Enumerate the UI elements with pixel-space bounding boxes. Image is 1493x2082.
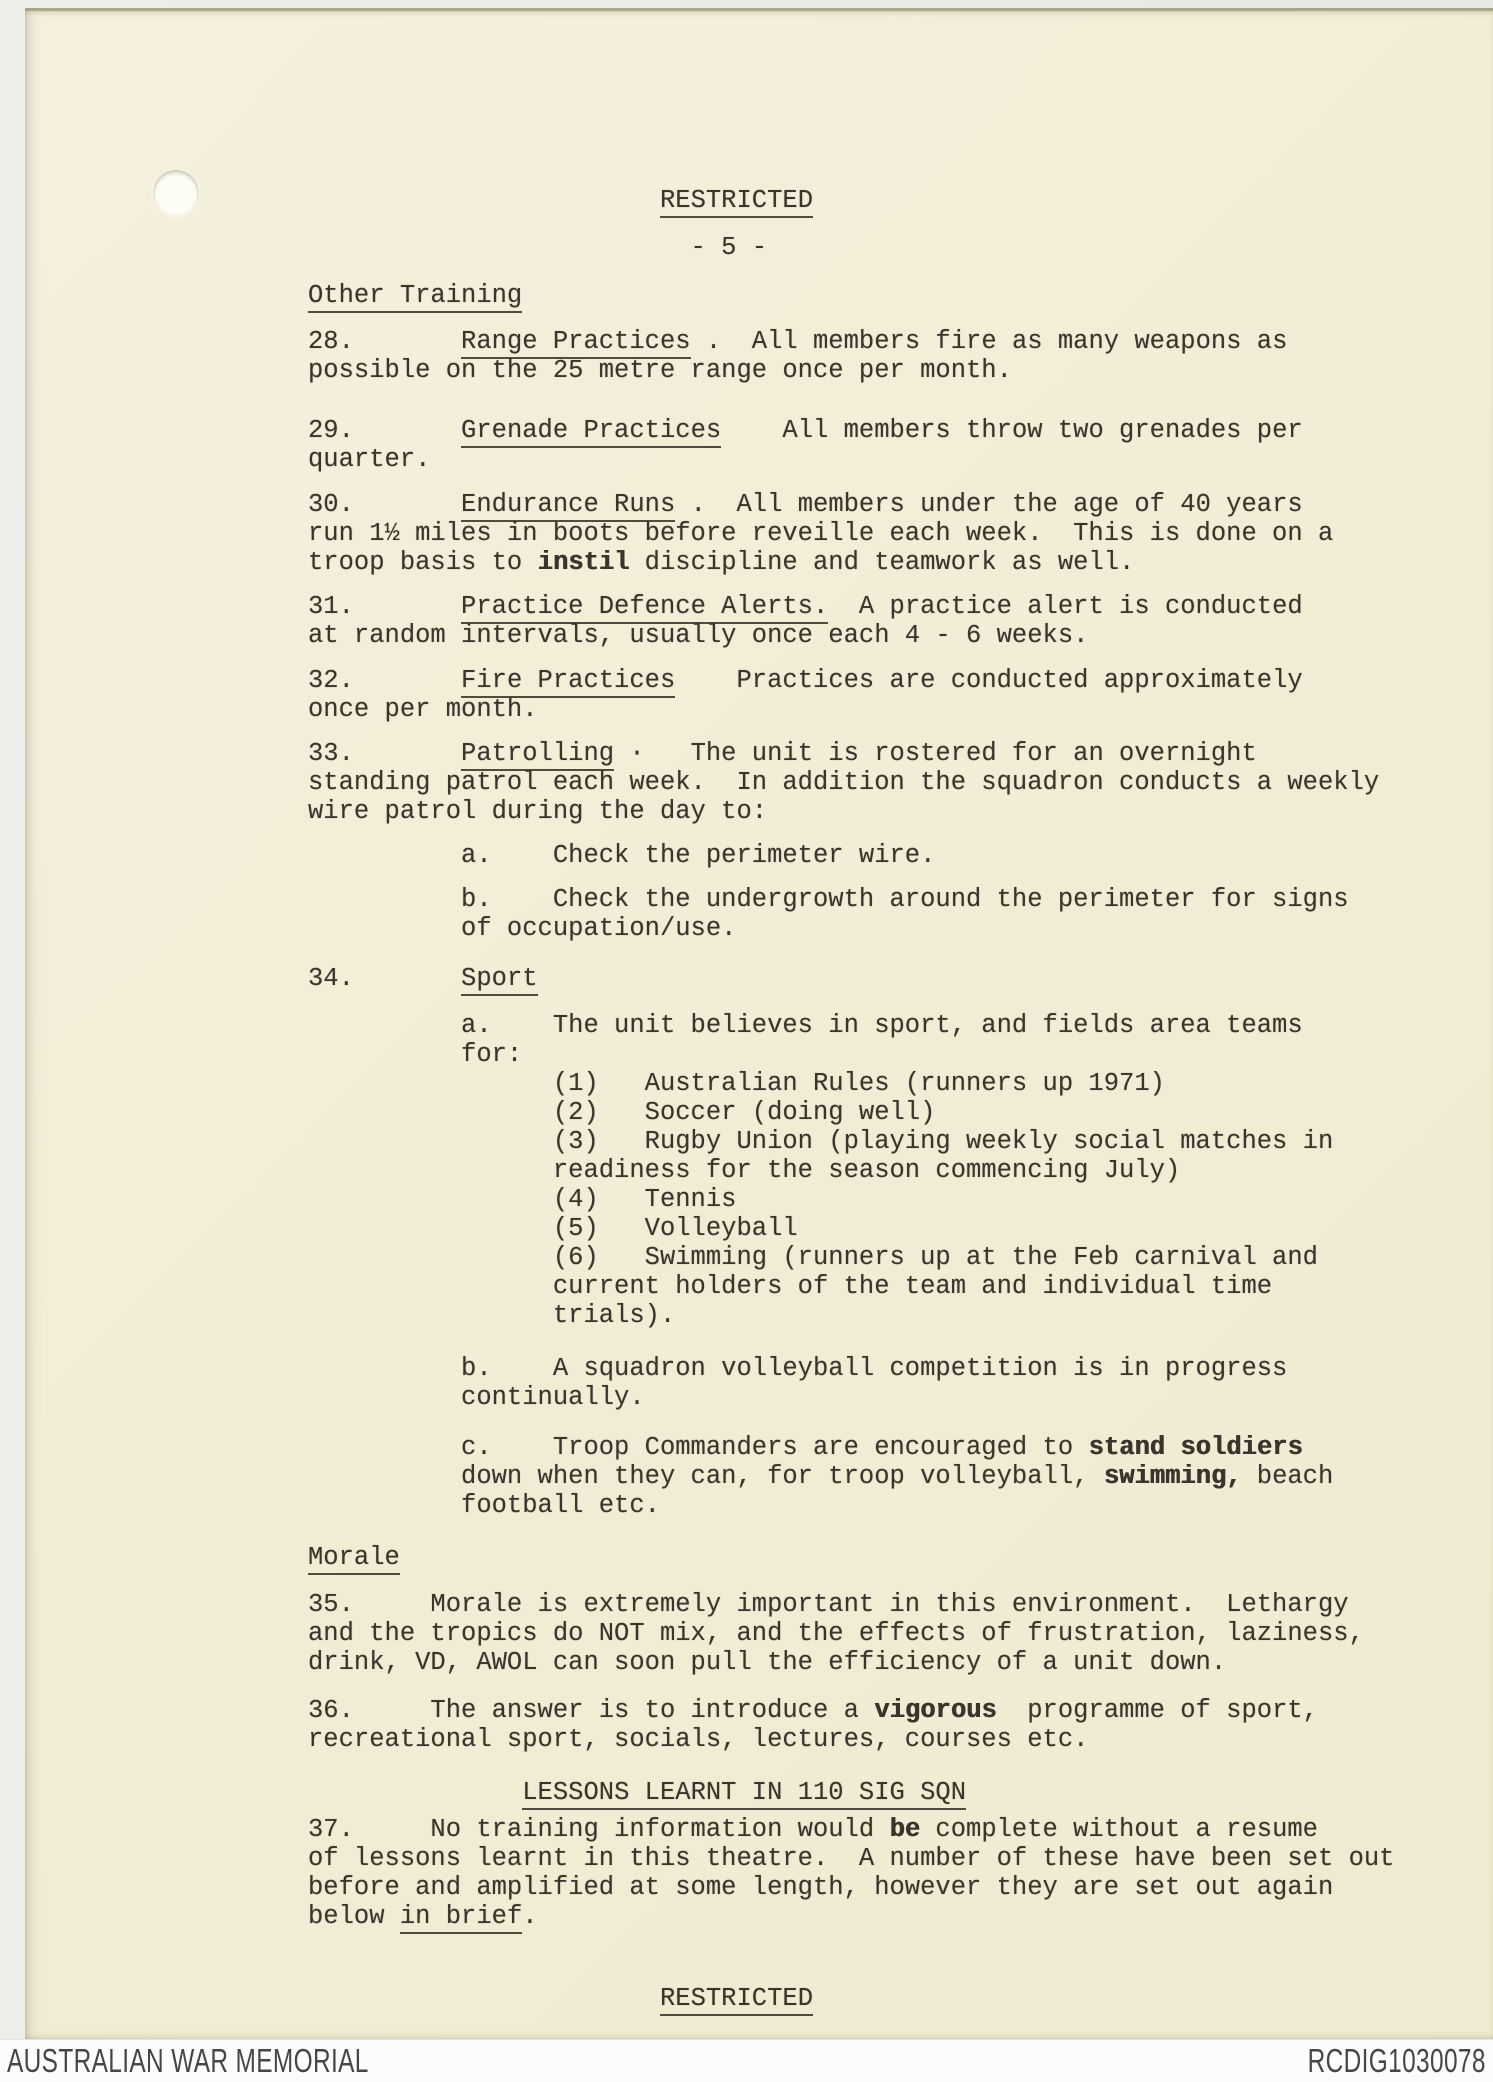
para-34-item-b	[308, 1354, 1394, 1383]
para-29-line-1	[308, 416, 1394, 445]
scanned-page	[25, 8, 1493, 2040]
text-segment: 29.	[308, 416, 462, 445]
underlined-text: Sport	[461, 964, 538, 996]
sport-list-item-6-line-3	[308, 1301, 1394, 1330]
sport-list-item-3-line-2	[308, 1156, 1394, 1185]
text-segment: recreational sport, socials, lectures, courses etc.	[308, 1725, 1089, 1754]
page-number	[308, 233, 1394, 262]
text-segment: drink, VD, AWOL can soon pull the efficiency of a unit down.	[308, 1648, 1227, 1677]
text-segment: 30.	[308, 490, 462, 519]
para-35-line-1	[308, 1590, 1394, 1619]
text-segment: - 5 -	[308, 233, 768, 262]
underlined-text: RESTRICTED	[660, 186, 813, 218]
text-segment: complete without a resume	[920, 1815, 1318, 1844]
text-segment: .	[522, 1902, 538, 1931]
text-segment	[828, 592, 859, 621]
para-33-item-a	[308, 841, 1394, 870]
para-31-line-2	[308, 621, 1394, 650]
underlined-text: RESTRICTED	[660, 1984, 813, 2016]
text-segment	[675, 666, 736, 695]
para-28-line-1	[308, 327, 1394, 356]
underlined-text: Range Practices	[461, 327, 691, 359]
para-34-item-a	[308, 1011, 1394, 1040]
text-segment: possible on the 25 metre range once per month.	[308, 356, 1012, 385]
para-33-item-b	[308, 885, 1394, 914]
text-segment: ·	[614, 739, 691, 768]
text-segment: run 1½ miles in boots before reveille each week. This is done on a	[308, 519, 1334, 548]
bold-text: vigorous	[874, 1696, 997, 1725]
text-segment: below	[308, 1902, 400, 1931]
para-32-line-1	[308, 666, 1394, 695]
underlined-text: Morale	[308, 1543, 400, 1575]
text-segment: before and amplified at some length, however they are set out again	[308, 1873, 1334, 1902]
underlined-text: LESSONS LEARNT IN 110 SIG SQN	[522, 1778, 966, 1810]
para-37-line-1	[308, 1815, 1394, 1844]
para-34-item-c-line-2	[308, 1462, 1394, 1491]
para-34-item-a-line-2	[308, 1040, 1394, 1069]
para-37-line-2	[308, 1844, 1394, 1873]
text-segment: quarter.	[308, 445, 431, 474]
underlined-text: Other Training	[308, 281, 522, 313]
underlined-text: in brief	[400, 1902, 522, 1934]
text-segment: 28.	[308, 327, 462, 356]
underlined-text: Grenade Practices	[461, 416, 721, 448]
para-36-line-2	[308, 1725, 1394, 1754]
archive-footer-bar	[0, 2039, 1493, 2082]
para-29-line-2	[308, 445, 1394, 474]
bold-text: be	[889, 1815, 921, 1844]
para-34-item-c	[308, 1433, 1394, 1462]
text-segment: a. The unit believes in sport, and fields area teams	[308, 1011, 1303, 1040]
para-37-line-3	[308, 1873, 1394, 1902]
text-segment: trials).	[308, 1301, 676, 1330]
text-segment: c. Troop Commanders are encouraged to	[308, 1433, 1089, 1462]
text-segment: once per month.	[308, 695, 538, 724]
text-segment	[308, 186, 660, 215]
text-segment: of occupation/use.	[308, 914, 737, 943]
punch-hole	[153, 170, 199, 216]
bold-text: stand soldiers	[1088, 1433, 1303, 1462]
para-33-line-2	[308, 768, 1394, 797]
sport-list-item-4	[308, 1185, 1394, 1214]
text-segment: readiness for the season commencing July)	[308, 1156, 1181, 1185]
text-segment: b. Check the undergrowth around the perimeter for signs	[308, 885, 1349, 914]
text-segment: (4) Tennis	[308, 1185, 737, 1214]
text-segment: Practices are conducted approximately	[736, 666, 1303, 695]
para-35-line-2	[308, 1619, 1394, 1648]
bold-text: swimming,	[1103, 1462, 1242, 1491]
para-37-line-4	[308, 1902, 1394, 1931]
text-segment: troop basis to	[308, 548, 538, 577]
sport-list-item-1	[308, 1069, 1394, 1098]
para-36-line-1	[308, 1696, 1394, 1725]
bold-text: instil	[537, 548, 630, 577]
text-segment: .	[690, 327, 752, 356]
text-segment: standing patrol each week. In addition the squadron conducts a weekly	[308, 768, 1380, 797]
sport-list-item-3	[308, 1127, 1394, 1156]
para-35-line-3	[308, 1648, 1394, 1677]
text-segment: 35. Morale is extremely important in this environment. Lethargy	[308, 1590, 1349, 1619]
text-segment: a. Check the perimeter wire.	[308, 841, 936, 870]
classification-top	[308, 186, 1394, 215]
text-segment: of lessons learnt in this theatre. A number of these have been set out	[308, 1844, 1395, 1873]
text-segment	[308, 1984, 660, 2013]
text-segment: 34.	[308, 964, 462, 993]
underlined-text: Patrolling	[461, 739, 614, 771]
text-segment: continually.	[308, 1383, 645, 1412]
text-segment: current holders of the team and individual time	[308, 1272, 1273, 1301]
para-33-line-1	[308, 739, 1394, 768]
reference-id: RCDIG1030078	[1307, 2042, 1486, 2079]
text-segment: 32.	[308, 666, 462, 695]
text-segment: programme of sport,	[996, 1696, 1318, 1725]
text-segment: (5) Volleyball	[308, 1214, 798, 1243]
text-segment: All members fire as many weapons as	[751, 327, 1288, 356]
text-segment: A practice alert is conducted	[858, 592, 1303, 621]
text-segment: for:	[308, 1040, 523, 1069]
underlined-text: Fire Practices	[461, 666, 675, 698]
heading-other-training	[308, 281, 1394, 310]
para-30-line-2	[308, 519, 1394, 548]
para-33-item-b-line-2	[308, 914, 1394, 943]
text-segment: wire patrol during the day to:	[308, 797, 768, 826]
sport-list-item-5	[308, 1214, 1394, 1243]
underlined-text: Endurance Runs	[461, 490, 675, 522]
text-segment: 33.	[308, 739, 462, 768]
underlined-text: Practice Defence Alerts.	[461, 592, 828, 624]
text-segment: 36. The answer is to introduce a	[308, 1696, 875, 1725]
sport-list-item-6	[308, 1243, 1394, 1272]
sport-list-item-2	[308, 1098, 1394, 1127]
para-31-line-1	[308, 592, 1394, 621]
text-segment: down when they can, for troop volleyball,	[308, 1462, 1104, 1491]
heading-lessons-learnt	[308, 1778, 1394, 1807]
para-28-line-2	[308, 356, 1394, 385]
classification-bottom	[308, 1984, 1394, 2013]
text-segment: (1) Australian Rules (runners up 1971)	[308, 1069, 1165, 1098]
archive-name: AUSTRALIAN WAR MEMORIAL	[7, 2042, 369, 2079]
text-segment: All members throw two grenades per	[782, 416, 1303, 445]
text-segment: (6) Swimming (runners up at the Feb carnival and	[308, 1243, 1318, 1272]
text-segment: at random intervals, usually once each 4 - 6 weeks.	[308, 621, 1089, 650]
para-32-line-2	[308, 695, 1394, 724]
text-segment: beach	[1241, 1462, 1334, 1491]
text-segment: .	[675, 490, 737, 519]
document-text	[308, 186, 1394, 2013]
text-segment: 37. No training information would	[308, 1815, 890, 1844]
para-30-line-1	[308, 490, 1394, 519]
text-segment	[308, 1778, 522, 1807]
text-segment: All members under the age of 40 years	[736, 490, 1303, 519]
heading-morale	[308, 1543, 1394, 1572]
text-segment: discipline and teamwork as well.	[629, 548, 1135, 577]
para-34-item-c-line-3	[308, 1491, 1394, 1520]
para-33-line-3	[308, 797, 1394, 826]
text-segment	[721, 416, 782, 445]
text-segment: (3) Rugby Union (playing weekly social matches in	[308, 1127, 1334, 1156]
text-segment: football etc.	[308, 1491, 660, 1520]
sport-list-item-6-line-2	[308, 1272, 1394, 1301]
para-30-line-3	[308, 548, 1394, 577]
text-segment: The unit is rostered for an overnight	[690, 739, 1257, 768]
text-segment: and the tropics do NOT mix, and the effects of frustration, laziness,	[308, 1619, 1364, 1648]
para-34-item-b-line-2	[308, 1383, 1394, 1412]
text-segment: (2) Soccer (doing well)	[308, 1098, 936, 1127]
para-34-heading	[308, 964, 1394, 993]
text-segment: b. A squadron volleyball competition is in progress	[308, 1354, 1288, 1383]
text-segment: 31.	[308, 592, 462, 621]
